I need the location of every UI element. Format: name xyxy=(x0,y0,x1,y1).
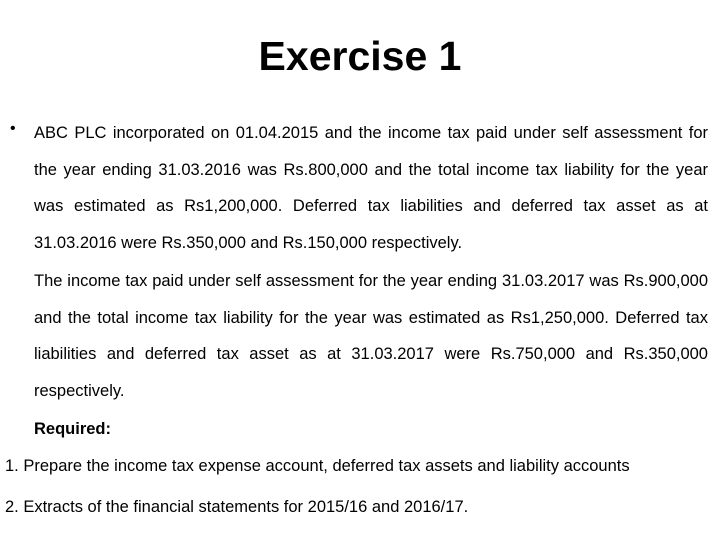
required-label: Required: xyxy=(34,420,112,438)
paragraph-second-year: The income tax paid under self assessment for the year ending 31.03.2017 was Rs.900,000 and the total income tax liability for the year was estimated as Rs1,250,000. Deferred tax liabilities and deferred tax asset as at 31.03.2017 were Rs.750,000 and Rs.350,000 respectively. xyxy=(34,272,708,400)
bullet-icon: • xyxy=(10,120,16,137)
slide-title: Exercise 1 xyxy=(258,33,462,79)
task-item-1: 1. Prepare the income tax expense account, deferred tax assets and liability accounts xyxy=(5,457,630,475)
bullet-block xyxy=(10,115,708,448)
paragraph-first-year: ABC PLC incorporated on 01.04.2015 and the income tax paid under self assessment for the year ending 31.03.2016 was Rs.800,000 and the total income tax liability for the year was estimated as Rs1,200,000. Deferred tax liabilities and deferred tax asset as at 31.03.2016 were Rs.350,000 and Rs.150,000 respectively. xyxy=(34,124,708,252)
task-item-2: 2. Extracts of the financial statements for 2015/16 and 2016/17. xyxy=(5,498,469,516)
